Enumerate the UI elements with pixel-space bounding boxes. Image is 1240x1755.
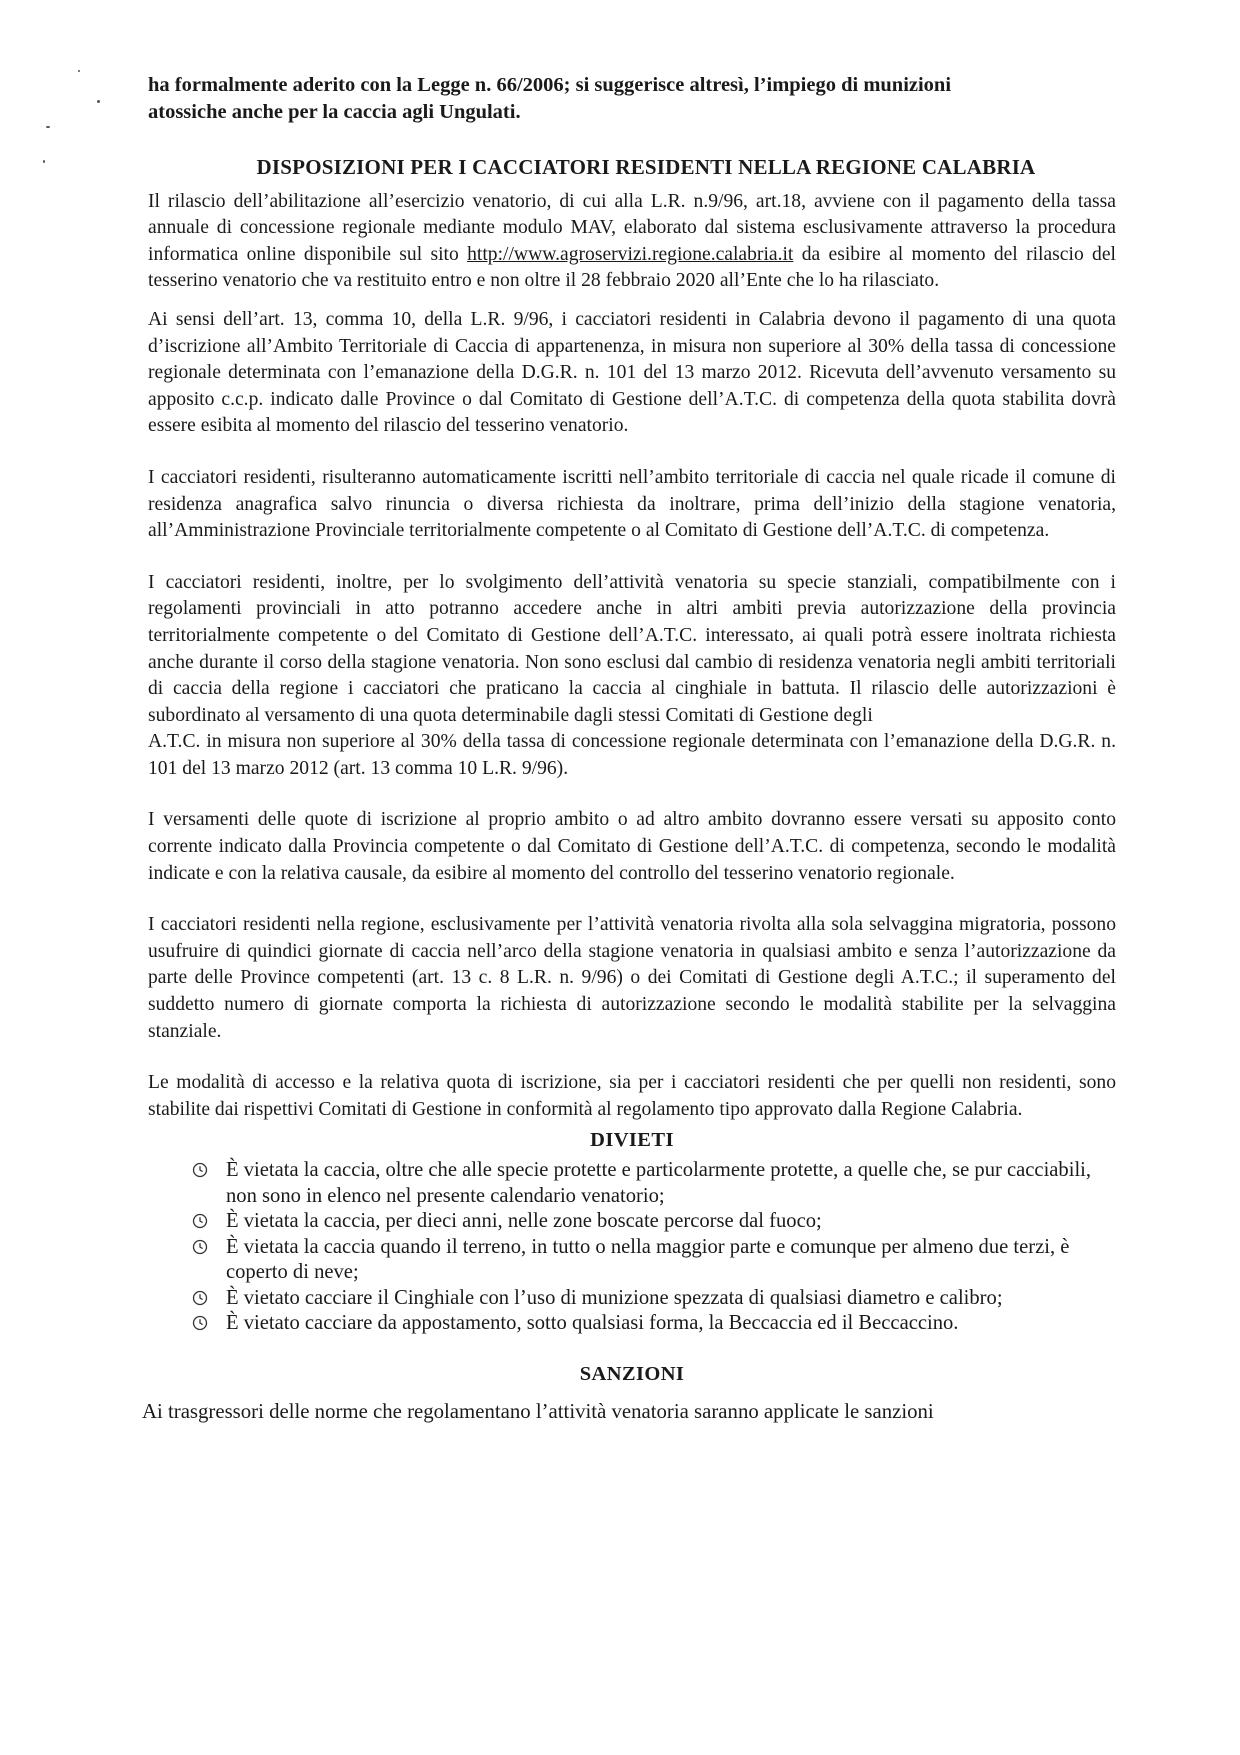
clock-bullet-icon [192,1239,208,1255]
divieti-item [192,1286,1112,1312]
sanzioni-title: SANZIONI [579,1362,685,1385]
intro-paragraph [148,72,1116,126]
paragraph-altri-ambiti-text: I cacciatori residenti, inoltre, per lo svolgimento dell’attività venatoria su specie stanziali, compatibilmente con i regolamenti provinciali in atto potranno accedere anche in altri ambiti previa autorizzazione della provincia territorialmente competente o del Comitato di Gestione dell’A.T.C. interessato, ai quali potrà essere inoltrata richiesta anche durante il corso della stagione venatoria. Non sono esclusi dal cambio di residenza venatoria negli ambiti territoriali di caccia della regione i cacciatori che praticano la caccia al cinghiale in battuta. Il rilascio delle autorizzazioni è subordinato al versamento di una quota determinabile dagli stessi Comitati di Gestione degli [148,571,1116,726]
divieti-item [192,1158,1112,1209]
divieti-title: DIVIETI [590,1129,674,1152]
divieti-item [192,1209,1112,1235]
paragraph-rilascio [148,189,1116,295]
section-title: DISPOSIZIONI PER I CACCIATORI RESIDENTI NELLA REGIONE CALABRIA [256,155,1036,179]
clock-bullet-icon [192,1290,208,1306]
paragraph-versamenti: I versamenti delle quote di iscrizione al proprio ambito o ad altro ambito dovranno essere versati su apposito conto corrente indicato dalla Provincia competente o dal Comitato di Gestione dell’A.T.C. di competenza, secondo le modalità indicate e con la relativa causale, da esibire al momento del controllo del tesserino venatorio regionale. [148,809,1116,884]
paragraph-altri-ambiti-cont: A.T.C. in misura non superiore al 30% della tassa di concessione regionale determinata con l’emanazione della D.G.R. n. 101 del 13 marzo 2012 (art. 13 comma 10 L.R. 9/96). [148,731,1116,779]
clock-bullet-icon [192,1162,208,1178]
divieti-item-text: È vietata la caccia, oltre che alle specie protette e particolarmente protette, a quelle che, se pur cacciabili, non sono in elenco nel presente calendario venatorio; [226,1159,1092,1207]
divieti-item-text: È vietata la caccia, per dieci anni, nelle zone boscate percorse dal fuoco; [226,1210,822,1232]
clock-bullet-icon [192,1315,208,1331]
paragraph-selvaggina-migratoria: I cacciatori residenti nella regione, esclusivamente per l’attività venatoria rivolta alla sola selvaggina migratoria, possono usufruire di quindici giornate di caccia nell’arco della stagione venatoria in qualsiasi ambito e senza l’autorizzazione da parte delle Province competenti (art. 13 c. 8 L.R. n. 9/96) o dei Comitati di Gestione degli A.T.C.; il superamento del suddetto numero di giornate comporta la richiesta di autorizzazione secondo le modalità stabilite per la selvaggina stanziale. [148,914,1116,1042]
paragraph-altri-ambiti [148,570,1116,783]
paragraph-iscrizione-automatica: I cacciatori residenti, risulteranno automaticamente iscritti nell’ambito territoriale di caccia nel quale ricade il comune di residenza anagrafica salvo rinuncia o diversa richiesta da inoltrare, prima dell’inizio della stagione venatoria, all’Amministrazione Provinciale territorialmente competente o al Comitato di Gestione dell’A.T.C. di competenza. [148,466,1116,542]
divieti-list [192,1158,1112,1337]
paragraph-rilascio-text-2: da esibire al momento del rilascio del tesserino venatorio che va restituito entro e non oltre il 28 febbraio 2020 all’Ente che lo ha rilasciato. [148,243,1116,292]
agroservizi-link[interactable]: http://www.agroservizi.regione.calabria.it [467,243,794,265]
document-page [142,72,1116,1426]
divieti-item-text: È vietata la caccia quando il terreno, in tutto o nella maggior parte e comunque per almeno due terzi, è coperto di neve; [226,1235,1070,1283]
intro-line-2: atossiche anche per la caccia agli Ungulati. [148,101,521,123]
intro-line-1: ha formalmente aderito con la Legge n. 66/2006; si suggerisce altresì, l’impiego di munizioni [148,74,952,96]
divieti-item-text: È vietato cacciare da appostamento, sotto qualsiasi forma, la Beccaccia ed il Beccaccino. [226,1312,959,1334]
sanzioni-text: Ai trasgressori delle norme che regolamentano l’attività venatoria saranno applicate le sanzioni [142,1400,934,1424]
paragraph-rilascio-text-1: Il rilascio dell’abilitazione all’esercizio venatorio, di cui alla L.R. n.9/96, art.18, avviene con il pagamento della tassa annuale di concessione regionale mediante modulo MAV, elaborato dal sistema esclusivamente attraverso la procedura informatica online disponibile sul sito [148,190,1116,265]
divieti-item-text: È vietato cacciare il Cinghiale con l’uso di munizione spezzata di qualsiasi diametro e calibro; [226,1286,1003,1309]
clock-bullet-icon [192,1213,208,1229]
paragraph-quota-iscrizione: Ai sensi dell’art. 13, comma 10, della L.R. 9/96, i cacciatori residenti in Calabria devono il pagamento di una quota d’iscrizione all’Ambito Territoriale di Caccia di appartenenza, in misura non superiore al 30% della tassa di concessione regionale determinata con l’emanazione della D.G.R. n. 101 del 13 marzo 2012. Ricevuta dell’avvenuto versamento su apposito c.c.p. indicato dalle Province o dal Comitato di Gestione dell’A.T.C. di competenza della quota stabilita dovrà essere esibita al momento del rilascio del tesserino venatorio. [148,308,1116,437]
divieti-item [192,1235,1112,1286]
paragraph-modalita-accesso: Le modalità di accesso e la relativa quota di iscrizione, sia per i cacciatori residenti che per quelli non residenti, sono stabilite dai rispettivi Comitati di Gestione in conformità al regolamento tipo approvato dalla Regione Calabria. [148,1072,1116,1120]
divieti-item [192,1311,1112,1337]
